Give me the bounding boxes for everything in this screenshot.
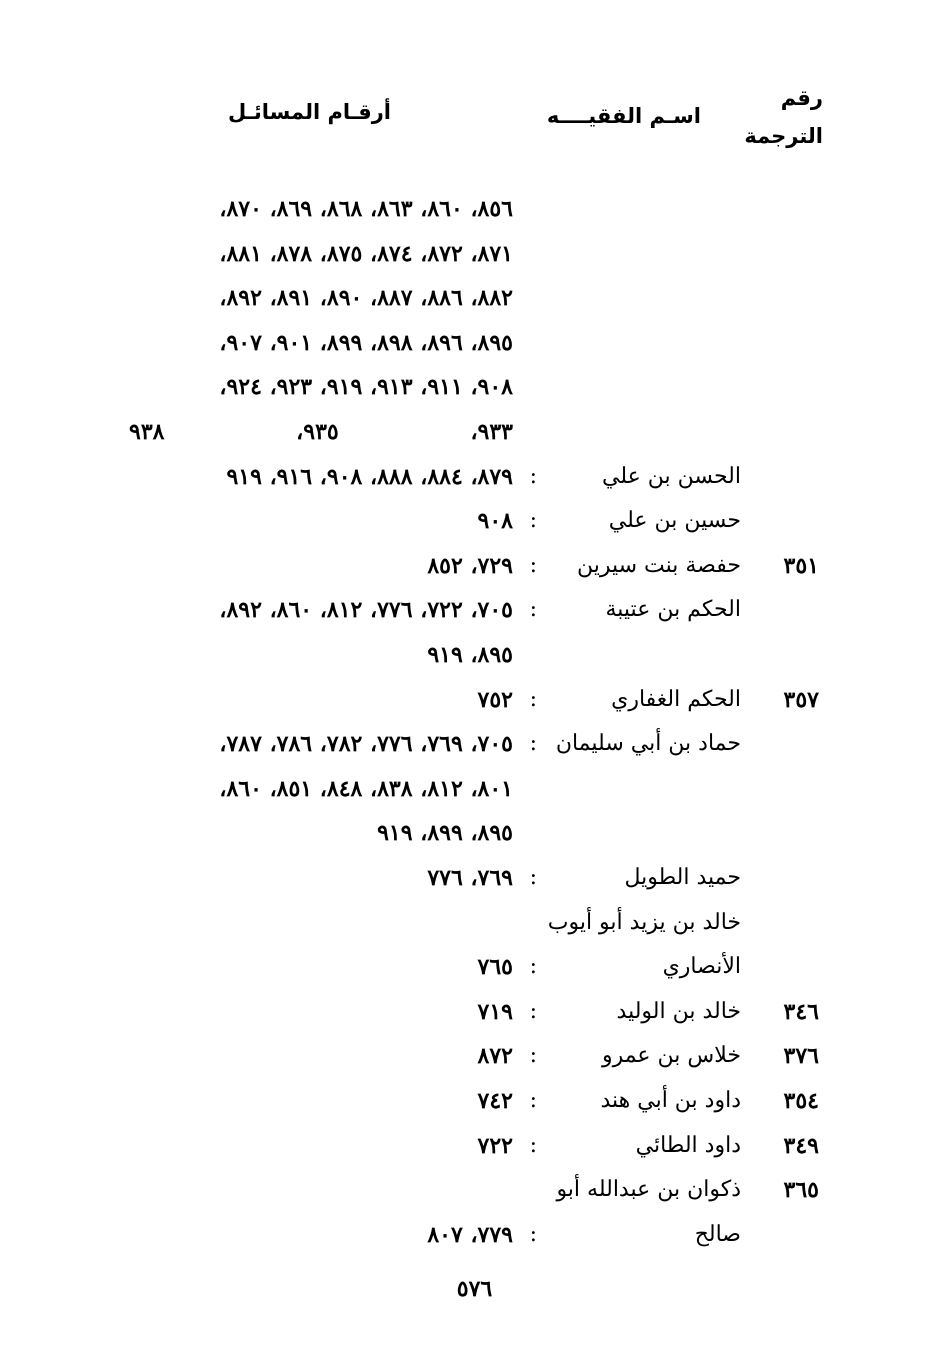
- separator-colon: :: [529, 597, 537, 622]
- issue-numbers: ٧٧٩، ٨٠٧: [427, 1222, 513, 1248]
- index-row: [0, 235, 949, 273]
- index-row: [0, 413, 949, 451]
- separator-colon: :: [529, 553, 537, 578]
- separator-colon: :: [529, 731, 537, 756]
- index-row: [0, 1082, 949, 1120]
- index-row: [0, 502, 949, 540]
- jurist-name: ذكوان بن عبدالله أبو: [556, 1177, 741, 1202]
- index-row: [0, 770, 949, 808]
- separator-colon: :: [529, 954, 537, 979]
- separator-colon: :: [529, 687, 537, 712]
- header-translation-number-line2: الترجمة: [744, 124, 823, 148]
- issue-numbers: ٧٤٢: [477, 1088, 513, 1114]
- translation-number: ٣٥١: [783, 553, 819, 579]
- issue-number: ٩٣٣،: [470, 419, 513, 445]
- index-row: [0, 547, 949, 585]
- jurist-name: خلاس بن عمرو: [601, 1043, 741, 1068]
- issue-numbers: ٨٩٥، ٨٩٦، ٨٩٨، ٨٩٩، ٩٠١، ٩٠٧،: [219, 330, 513, 356]
- issue-number: ٩٣٥،: [296, 419, 339, 445]
- issue-numbers: ٧٢٢: [477, 1133, 513, 1159]
- issue-numbers: ٧٢٩، ٨٥٢: [427, 553, 513, 579]
- index-row: [0, 1216, 949, 1254]
- issue-number: ٩٣٨: [129, 419, 165, 445]
- jurist-name: الحكم بن عتيبة: [605, 597, 741, 622]
- jurist-name: خالد بن يزيد أبو أيوب: [547, 910, 741, 935]
- index-row: [0, 1127, 949, 1165]
- separator-colon: :: [529, 999, 537, 1024]
- page-number: ٥٧٦: [456, 1276, 493, 1302]
- issue-numbers: ٨٧٢: [477, 1043, 513, 1069]
- index-row: [0, 458, 949, 496]
- separator-colon: :: [529, 1133, 537, 1158]
- issue-numbers: ٧٦٥: [477, 954, 513, 980]
- issue-numbers: ٨٩٥، ٩١٩: [427, 642, 513, 668]
- index-row: [0, 591, 949, 629]
- translation-number: ٣٧٦: [783, 1043, 819, 1069]
- separator-colon: :: [529, 464, 537, 489]
- issue-numbers: ٨٧١، ٨٧٢، ٨٧٤، ٨٧٥، ٨٧٨، ٨٨١،: [219, 241, 513, 267]
- issue-numbers: ٨٠١، ٨١٢، ٨٣٨، ٨٤٨، ٨٥١، ٨٦٠،: [219, 776, 513, 802]
- index-row: [0, 1171, 949, 1209]
- index-row: [0, 368, 949, 406]
- index-row: [0, 681, 949, 719]
- header-jurist-name: اسـم الفقيــــه: [546, 104, 701, 128]
- index-row: [0, 948, 949, 986]
- separator-colon: :: [529, 865, 537, 890]
- issue-numbers: ٨٥٦، ٨٦٠، ٨٦٣، ٨٦٨، ٨٦٩، ٨٧٠،: [219, 196, 513, 222]
- jurist-name: صالح: [694, 1222, 741, 1247]
- issue-numbers: ٧١٩: [477, 999, 513, 1025]
- index-row: [0, 636, 949, 674]
- issue-numbers: [129, 413, 513, 451]
- index-row: [0, 279, 949, 317]
- issue-numbers: ٧٦٩، ٧٧٦: [427, 865, 513, 891]
- issue-numbers: ٨٩٥، ٨٩٩، ٩١٩: [377, 820, 513, 846]
- jurist-name: حفصة بنت سيرين: [576, 553, 741, 578]
- translation-number: ٣٤٩: [783, 1133, 819, 1159]
- jurist-name: حسين بن علي: [608, 508, 741, 533]
- index-row: [0, 190, 949, 228]
- separator-colon: :: [529, 1043, 537, 1068]
- jurist-name: الأنصاري: [662, 954, 741, 979]
- issue-numbers: ٨٧٩، ٨٨٤، ٨٨٨، ٩٠٨، ٩١٦، ٩١٩: [226, 464, 513, 490]
- issue-numbers: ٧٠٥، ٧٢٢، ٧٧٦، ٨١٢، ٨٦٠، ٨٩٢،: [219, 597, 513, 623]
- jurist-name: الحكم الغفاري: [611, 687, 741, 712]
- issue-numbers: ٧٥٢: [477, 687, 513, 713]
- issue-numbers: ٩٠٨، ٩١١، ٩١٣، ٩١٩، ٩٢٣، ٩٢٤،: [219, 374, 513, 400]
- index-row: [0, 1037, 949, 1075]
- translation-number: ٣٥٧: [783, 687, 819, 713]
- index-row: [0, 904, 949, 942]
- issue-numbers: ٨٨٢، ٨٨٦، ٨٨٧، ٨٩٠، ٨٩١، ٨٩٢،: [219, 285, 513, 311]
- separator-colon: :: [529, 508, 537, 533]
- jurist-name: حميد الطويل: [624, 865, 741, 890]
- translation-number: ٣٥٤: [783, 1088, 819, 1114]
- separator-colon: :: [529, 1088, 537, 1113]
- index-row: [0, 814, 949, 852]
- jurist-name: داود الطائي: [635, 1133, 741, 1158]
- issue-numbers: ٩٠٨: [477, 508, 513, 534]
- index-row: [0, 725, 949, 763]
- header-translation-number-line1: رقم: [780, 86, 823, 110]
- jurist-name: خالد بن الوليد: [616, 999, 741, 1024]
- index-row: [0, 324, 949, 362]
- jurist-name: حماد بن أبي سليمان: [555, 731, 741, 756]
- separator-colon: :: [529, 1222, 537, 1247]
- jurist-name: داود بن أبي هند: [600, 1088, 741, 1113]
- translation-number: ٣٦٥: [783, 1177, 819, 1203]
- header-issue-numbers: أرقـام المسائـل: [227, 100, 391, 124]
- translation-number: ٣٤٦: [783, 999, 819, 1025]
- jurist-name: الحسن بن علي: [602, 464, 741, 489]
- issue-numbers: ٧٠٥، ٧٦٩، ٧٧٦، ٧٨٢، ٧٨٦، ٧٨٧،: [219, 731, 513, 757]
- index-row: [0, 859, 949, 897]
- index-row: [0, 993, 949, 1031]
